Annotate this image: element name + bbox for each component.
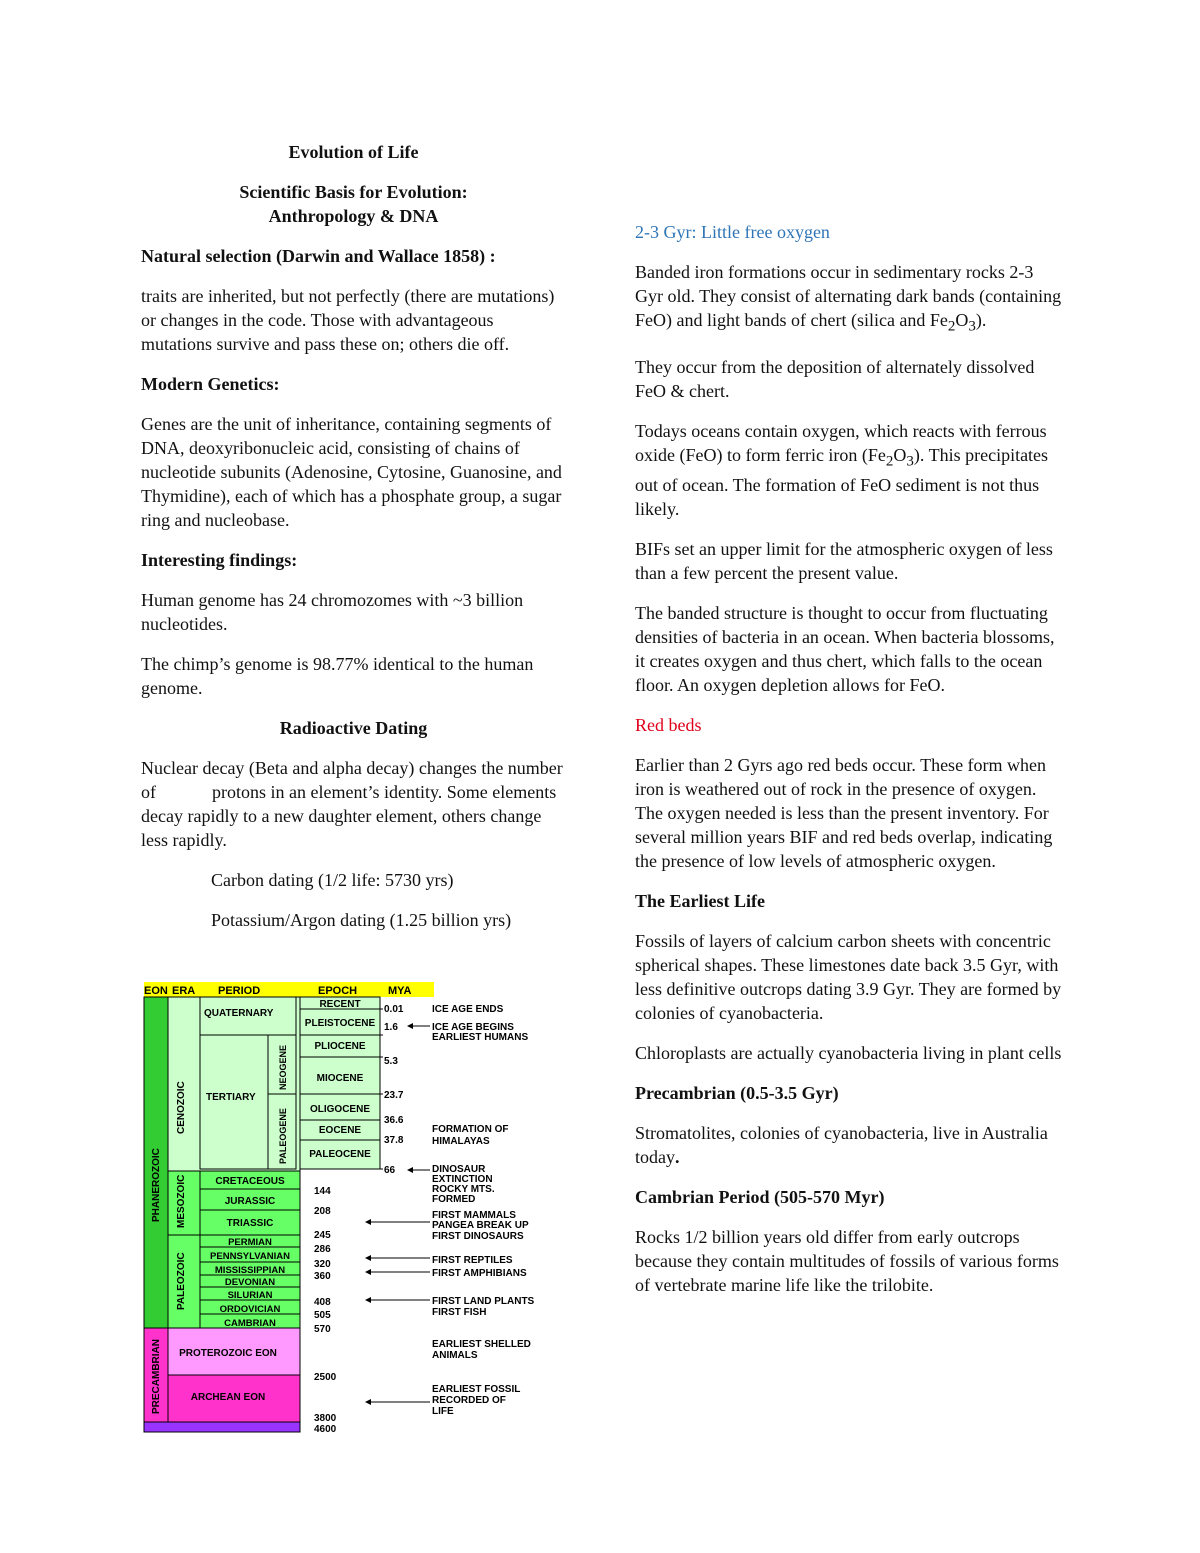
bif-paragraph-2: They occur from the deposition of alternately dissolved FeO & chert. bbox=[635, 356, 1035, 401]
earliest-life-heading: The Earliest Life bbox=[635, 891, 765, 912]
event-first-amphibians: FIRST AMPHIBIANS bbox=[432, 1268, 527, 1279]
period-cretaceous: CRETACEOUS bbox=[215, 1176, 285, 1187]
epoch-miocene: MIOCENE bbox=[316, 1073, 364, 1084]
subtitle-line-1: Scientific Basis for Evolution: bbox=[239, 182, 468, 202]
header-mya: MYA bbox=[388, 985, 412, 997]
mya-320: 320 bbox=[314, 1259, 331, 1270]
header-period: PERIOD bbox=[218, 985, 261, 997]
event-first-reptiles: FIRST REPTILES bbox=[432, 1255, 513, 1266]
epoch-oligocene: OLIGOCENE bbox=[309, 1104, 371, 1115]
event-himalaya-1: FORMATION OF bbox=[432, 1124, 509, 1135]
epoch-eocene: EOCENE bbox=[318, 1125, 362, 1136]
left-column bbox=[141, 140, 566, 948]
mya-144: 144 bbox=[314, 1186, 331, 1197]
radioactive-dating-text bbox=[141, 756, 566, 852]
epoch-recent: RECENT bbox=[319, 999, 361, 1010]
mya-37-8: 37.8 bbox=[384, 1135, 404, 1146]
event-first-dinosaurs: FIRST DINOSAURS bbox=[432, 1231, 524, 1242]
subperiod-neogene: NEOGENE bbox=[278, 1044, 288, 1090]
subtitle-line-2: Anthropology & DNA bbox=[268, 206, 439, 226]
mya-66: 66 bbox=[384, 1165, 396, 1176]
geologic-time-chart bbox=[140, 982, 560, 1434]
document-subtitle bbox=[141, 180, 566, 228]
mya-505: 505 bbox=[314, 1310, 331, 1321]
period-mississippian: MISSISSIPPIAN bbox=[214, 1265, 286, 1276]
period-quaternary: QUATERNARY bbox=[204, 1008, 274, 1019]
era-label-paleozoic: PALEOZOIC bbox=[176, 1252, 187, 1310]
bif-paragraph-3 bbox=[635, 419, 1065, 522]
eon-label-phanerozoic: PHANEROZOIC bbox=[151, 1148, 162, 1222]
red-beds-heading: Red beds bbox=[635, 715, 702, 736]
header-era: ERA bbox=[172, 985, 196, 997]
period-tertiary: TERTIARY bbox=[206, 1092, 256, 1103]
eon-label-precambrian: PRECAMBRIAN bbox=[151, 1339, 162, 1414]
period-proterozoic: PROTEROZOIC EON bbox=[179, 1348, 277, 1359]
mya-360: 360 bbox=[314, 1271, 331, 1282]
epoch-pliocene: PLIOCENE bbox=[314, 1041, 366, 1052]
epoch-paleocene: PALEOCENE bbox=[309, 1149, 371, 1160]
period-devonian: DEVONIAN bbox=[224, 1277, 276, 1288]
radio-text-part-a: Nuclear decay (Beta and alpha decay) changes the number of bbox=[141, 758, 563, 802]
mya-4600: 4600 bbox=[314, 1424, 337, 1434]
event-shelled-2: ANIMALS bbox=[432, 1350, 478, 1361]
mya-286: 286 bbox=[314, 1244, 331, 1255]
event-dinosaur-2: EXTINCTION bbox=[432, 1174, 493, 1185]
header-epoch: EPOCH bbox=[318, 985, 358, 997]
period-permian: PERMIAN bbox=[228, 1237, 272, 1248]
bif-p1-end: ). bbox=[975, 310, 987, 330]
modern-genetics-text: Genes are the unit of inheritance, containing segments of DNA, deoxyribonucleic acid, consisting of chains of nucleotide subunits (Adenosine, Cytosine, Guanosine, and Thymidine), each of which has a phosphate group, a sugar ring and nucleobase. bbox=[141, 414, 562, 530]
header-eon: EON bbox=[144, 985, 168, 997]
radio-text-part-b: protons in an element’s identity. Some elements decay rapidly to a new daughter element, others change less rapidly. bbox=[141, 782, 557, 850]
mya-0-01: 0.01 bbox=[384, 1004, 404, 1015]
event-rocky-1: ROCKY MTS. bbox=[432, 1184, 495, 1195]
period-silurian: SILURIAN bbox=[227, 1290, 273, 1301]
bif-paragraph-4: BIFs set an upper limit for the atmospheric oxygen of less than a few percent the present value. bbox=[635, 539, 1053, 584]
mya-2500: 2500 bbox=[314, 1372, 337, 1383]
event-fossil-3: LIFE bbox=[432, 1406, 454, 1417]
oxygen-heading: 2-3 Gyr: Little free oxygen bbox=[635, 222, 830, 242]
mya-5-3: 5.3 bbox=[384, 1056, 398, 1067]
mya-36-6: 36.6 bbox=[384, 1115, 404, 1126]
earliest-life-text-2: Chloroplasts are actually cyanobacteria living in plant cells bbox=[635, 1043, 1062, 1064]
event-fossil-1: EARLIEST FOSSIL bbox=[432, 1384, 521, 1395]
period-ordovician: ORDOVICIAN bbox=[219, 1304, 281, 1315]
epoch-pleistocene: PLEISTOCENE bbox=[304, 1018, 376, 1029]
bif-paragraph-1 bbox=[635, 260, 1065, 339]
event-himalaya-2: HIMALAYAS bbox=[432, 1136, 490, 1147]
mya-23-7: 23.7 bbox=[384, 1090, 404, 1101]
findings-human-genome: Human genome has 24 chromozomes with ~3 billion nucleotides. bbox=[141, 590, 524, 634]
precambrian-heading: Precambrian (0.5-3.5 Gyr) bbox=[635, 1083, 839, 1104]
era-label-cenozoic: CENOZOIC bbox=[176, 1081, 187, 1134]
event-rocky-2: FORMED bbox=[432, 1194, 476, 1205]
era-label-mesozoic: MESOZOIC bbox=[176, 1174, 187, 1228]
event-ice-ends: ICE AGE ENDS bbox=[432, 1004, 504, 1015]
right-column bbox=[635, 220, 1065, 1313]
event-ice-begins: ICE AGE BEGINS bbox=[432, 1022, 514, 1033]
precambrian-text-dot: . bbox=[675, 1147, 680, 1168]
period-jurassic: JURASSIC bbox=[224, 1196, 276, 1207]
subperiod-paleogene: PALEOGENE bbox=[278, 1108, 288, 1164]
cambrian-heading: Cambrian Period (505-570 Myr) bbox=[635, 1187, 885, 1208]
bif-p3-mid: O bbox=[893, 444, 907, 465]
mya-3800: 3800 bbox=[314, 1413, 337, 1424]
precambrian-text-body: Stromatolites, colonies of cyanobacteria, live in Australia today bbox=[635, 1123, 1048, 1168]
period-cambrian: CAMBRIAN bbox=[224, 1318, 276, 1329]
event-first-fish: FIRST FISH bbox=[432, 1307, 487, 1318]
radioactive-dating-heading: Radioactive Dating bbox=[279, 718, 428, 738]
mya-208: 208 bbox=[314, 1206, 331, 1217]
bif-p1-mid: O bbox=[955, 310, 969, 330]
mya-408: 408 bbox=[314, 1297, 331, 1308]
bif-p1-sub-1: 2 bbox=[947, 318, 956, 335]
bif-paragraph-5: The banded structure is thought to occur from fluctuating densities of bacteria in an ocean. When bacteria blossoms, it creates oxygen and thus chert, which falls to the ocean floor. An oxygen depletion allows for FeO. bbox=[635, 603, 1055, 696]
document-title: Evolution of Life bbox=[288, 142, 419, 162]
interesting-findings-heading: Interesting findings: bbox=[141, 550, 298, 570]
bif-p3-text: Todays oceans contain oxygen, which reacts with ferrous oxide (FeO) to form ferric iron (Fe bbox=[635, 420, 1047, 465]
precambrian-text bbox=[635, 1121, 1065, 1169]
modern-genetics-heading: Modern Genetics: bbox=[141, 374, 280, 394]
carbon-dating-line: Carbon dating (1/2 life: 5730 yrs) bbox=[211, 870, 454, 890]
period-archean: ARCHEAN EON bbox=[190, 1392, 266, 1403]
event-dinosaur-1: DINOSAUR bbox=[432, 1164, 486, 1175]
event-shelled-1: EARLIEST SHELLED bbox=[432, 1339, 531, 1350]
period-triassic: TRIASSIC bbox=[226, 1218, 274, 1229]
natural-selection-text: traits are inherited, but not perfectly (there are mutations) or changes in the code. Those with advantageous mutations survive and pass these on; others die off. bbox=[141, 286, 555, 354]
findings-chimp-genome: The chimp’s genome is 98.77% identical to the human genome. bbox=[141, 654, 534, 698]
event-first-mammals: FIRST MAMMALS bbox=[432, 1210, 516, 1221]
natural-selection-heading: Natural selection (Darwin and Wallace 1858) : bbox=[141, 246, 496, 266]
event-fossil-2: RECORDED OF bbox=[432, 1395, 506, 1406]
bif-p3-sub-1: 2 bbox=[885, 453, 894, 470]
red-beds-text: Earlier than 2 Gyrs ago red beds occur. These form when iron is weathered out of rock in the presence of oxygen. The oxygen needed is less than the present inventory. For several million years BIF and red beds overlap, indicating the presence of low levels of atmospheric oxygen. bbox=[635, 755, 1053, 872]
mya-1-6: 1.6 bbox=[384, 1022, 398, 1033]
bif-p3-end: ). This precipitates out of ocean. The formation of FeO sediment is not thus likely. bbox=[635, 444, 1049, 520]
bif-p3-sub-2: 3 bbox=[906, 453, 914, 470]
event-first-land-plants: FIRST LAND PLANTS bbox=[432, 1296, 535, 1307]
period-pennsylvanian: PENNSYLVANIAN bbox=[210, 1251, 290, 1262]
earliest-life-text-1: Fossils of layers of calcium carbon sheets with concentric spherical shapes. These limestones date back 3.5 Gyr, with less definitive outcrops dating 3.9 Gyr. They are formed by colonies of cyanobacteria. bbox=[635, 931, 1062, 1024]
event-pangea: PANGEA BREAK UP bbox=[432, 1220, 529, 1231]
potassium-dating-line: Potassium/Argon dating (1.25 billion yrs) bbox=[211, 910, 512, 930]
hadean-bar bbox=[144, 1422, 300, 1432]
mya-570: 570 bbox=[314, 1324, 331, 1335]
event-earliest-humans: EARLIEST HUMANS bbox=[432, 1032, 529, 1043]
bif-p1-text: Banded iron formations occur in sedimentary rocks 2-3 Gyr old. They consist of alternating dark bands (containing FeO) and light bands of chert (silica and Fe bbox=[635, 262, 1062, 330]
mya-245: 245 bbox=[314, 1230, 331, 1241]
cambrian-text: Rocks 1/2 billion years old differ from early outcrops because they contain multitudes of fossils of various forms of vertebrate marine life like the trilobite. bbox=[635, 1227, 1059, 1296]
bif-p1-sub-2: 3 bbox=[968, 318, 976, 335]
